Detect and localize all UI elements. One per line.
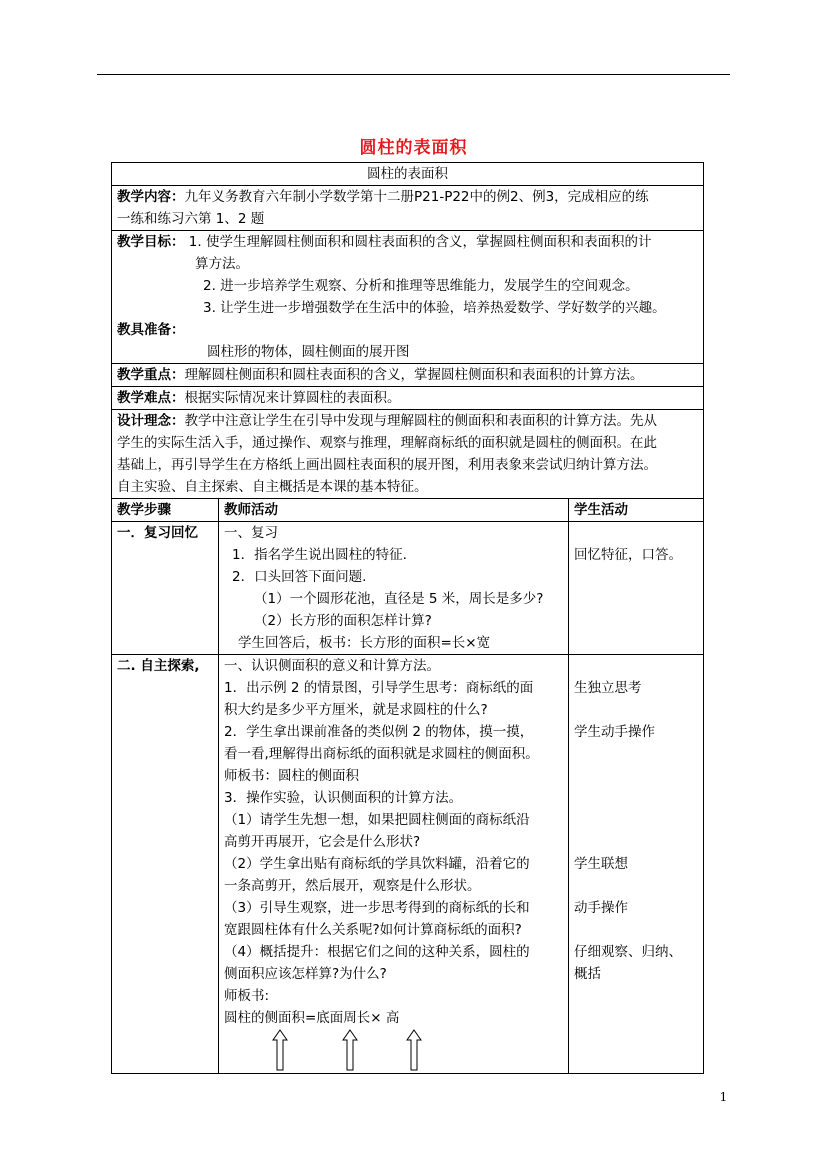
step-2-teacher	[219, 655, 569, 1074]
step-2-teacher-line: 2．学生拿出课前准备的类似例 2 的物体，摸一摸，	[224, 724, 534, 740]
step-2-label: 二. 自主探索,	[112, 655, 219, 1074]
difficulty-text: 根据实际情况来计算圆柱的表面积。	[184, 390, 401, 406]
header-rule	[97, 74, 730, 75]
step-2-teacher-line: 高剪开再展开，它会是什么形状?	[224, 834, 421, 850]
formula-arrows	[224, 1029, 563, 1073]
step-1-label: 一．复习回忆	[112, 522, 219, 655]
key-point-row	[112, 364, 704, 387]
step-2-student	[569, 655, 704, 1074]
goal-3: 3. 让学生进一步增强数学在生活中的体验，培养热爱数学、学好数学的兴趣。	[203, 300, 666, 316]
step-2-student-line: 学生联想	[574, 856, 628, 872]
concept-line-4: 自主实验、自主探索、自主概括是本课的基本特征。	[117, 479, 428, 495]
step-2-teacher-line: （1）请学生先想一想，如果把圆柱侧面的商标纸沿	[224, 812, 530, 828]
concept-row	[112, 410, 704, 499]
content-line-2: 一练和练习六第 1、2 题	[117, 211, 265, 227]
concept-line-1: 教学中注意让学生在引导中发现与理解圆柱的侧面积和表面积的计算方法。先从	[184, 413, 657, 429]
goal-1: 1. 使学生理解圆柱侧面积和圆柱表面积的含义，掌握圆柱侧面积和表面积的计	[184, 234, 652, 250]
step-2-row	[112, 655, 704, 1074]
step-2-teacher-line: 1．出示例 2 的情景图，引导学生思考：商标纸的面	[224, 680, 534, 696]
step-2-teacher-line: 3．操作实验，认识侧面积的计算方法。	[224, 790, 463, 806]
document-title: 圆柱的表面积	[359, 138, 468, 158]
step-2-teacher-line: 师板书:	[224, 988, 270, 1004]
formula-line: 圆柱的侧面积=底面周长× 高	[224, 1010, 400, 1026]
goals-label: 教学目标：	[117, 234, 185, 250]
col-header-step: 教学步骤	[112, 499, 219, 522]
lesson-plan-table	[111, 162, 704, 1074]
teaching-content-cell	[112, 186, 704, 231]
concept-line-2: 学生的实际生活入手，通过操作、观察与推理，理解商标纸的面积就是圆柱的侧面积。在此	[117, 435, 657, 451]
step-1-teacher-line: （1）一个圆形花池，直径是 5 米，周长是多少?	[254, 591, 544, 607]
content-label: 教学内容：	[117, 189, 185, 205]
col-header-teacher: 教师活动	[219, 499, 569, 522]
step-1-student-text: 回忆特征，口答。	[574, 547, 682, 563]
difficulty-row	[112, 387, 704, 410]
step-2-teacher-line: 师板书：圆柱的侧面积	[224, 768, 359, 784]
table-header-row	[112, 163, 704, 186]
key-point-cell	[112, 364, 704, 387]
step-2-teacher-line: （4）概括提升：根据它们之间的这种关系，圆柱的	[224, 944, 530, 960]
step-2-teacher-line: 积大约是多少平方厘米，就是求圆柱的什么?	[224, 702, 488, 718]
content-row	[112, 186, 704, 231]
step-2-teacher-line: （3）引导生观察，进一步思考得到的商标纸的长和	[224, 900, 530, 916]
content-line-1: 九年义务教育六年制小学数学第十二册P21-P22中的例2、例3，完成相应的练	[184, 189, 649, 205]
step-2-student-line: 概括	[574, 966, 601, 982]
up-arrow-icon	[406, 1029, 422, 1071]
step-1-teacher	[219, 522, 569, 655]
step-1-teacher-line: 学生回答后，板书：长方形的面积=长×宽	[238, 635, 491, 651]
up-arrow-icon	[272, 1029, 288, 1071]
tools-text: 圆柱形的物体，圆柱侧面的展开图	[207, 344, 410, 360]
key-point-label: 教学重点：	[117, 367, 185, 383]
table-header: 圆柱的表面积	[112, 163, 704, 186]
step-2-student-line: 动手操作	[574, 900, 628, 916]
col-header-student: 学生活动	[569, 499, 704, 522]
goals-row	[112, 231, 704, 364]
teaching-goals-cell	[112, 231, 704, 364]
step-2-teacher-line: 一、认识侧面积的意义和计算方法。	[224, 658, 440, 674]
goal-1-cont: 算方法。	[195, 256, 249, 272]
up-arrow-icon	[342, 1029, 358, 1071]
goal-2: 2. 进一步培养学生观察、分析和推理等思维能力，发展学生的空间观念。	[203, 278, 639, 294]
step-1-teacher-line: 一、复习	[224, 525, 278, 541]
step-1-row	[112, 522, 704, 655]
step-2-teacher-line: 宽跟圆柱体有什么关系呢?如何计算商标纸的面积?	[224, 922, 522, 938]
difficulty-label: 教学难点：	[117, 390, 185, 406]
step-1-teacher-line: 1．指名学生说出圆柱的特征.	[232, 547, 407, 563]
step-2-student-line	[574, 655, 698, 677]
concept-label: 设计理念：	[117, 413, 185, 429]
step-2-teacher-line: 一条高剪开，然后展开，观察是什么形状。	[224, 878, 481, 894]
step-2-student-line: 仔细观察、归纳、	[574, 944, 682, 960]
tools-label: 教具准备：	[117, 322, 185, 338]
step-2-student-line: 生独立思考	[574, 680, 642, 696]
page-number: 1	[719, 1090, 728, 1104]
column-header-row	[112, 499, 704, 522]
step-1-teacher-line: （2）长方形的面积怎样计算?	[254, 613, 432, 629]
step-1-teacher-line: 2．口头回答下面问题.	[232, 569, 367, 585]
step-2-teacher-line: （2）学生拿出贴有商标纸的学具饮料罐，沿着它的	[224, 856, 530, 872]
step-2-teacher-line: 侧面积应该怎样算?为什么?	[224, 966, 387, 982]
step-2-student-line: 学生动手操作	[574, 724, 655, 740]
step-2-student-line	[574, 699, 698, 721]
concept-cell	[112, 410, 704, 499]
key-point-text: 理解圆柱侧面积和圆柱表面积的含义，掌握圆柱侧面积和表面积的计算方法。	[184, 367, 644, 383]
step-2-teacher-line: 看一看,理解得出商标纸的面积就是求圆柱的侧面积。	[224, 746, 539, 762]
step-1-student	[569, 522, 704, 655]
concept-line-3: 基础上，再引导学生在方格纸上画出圆柱表面积的展开图，利用表象来尝试归纳计算方法。	[117, 457, 657, 473]
difficulty-cell	[112, 387, 704, 410]
